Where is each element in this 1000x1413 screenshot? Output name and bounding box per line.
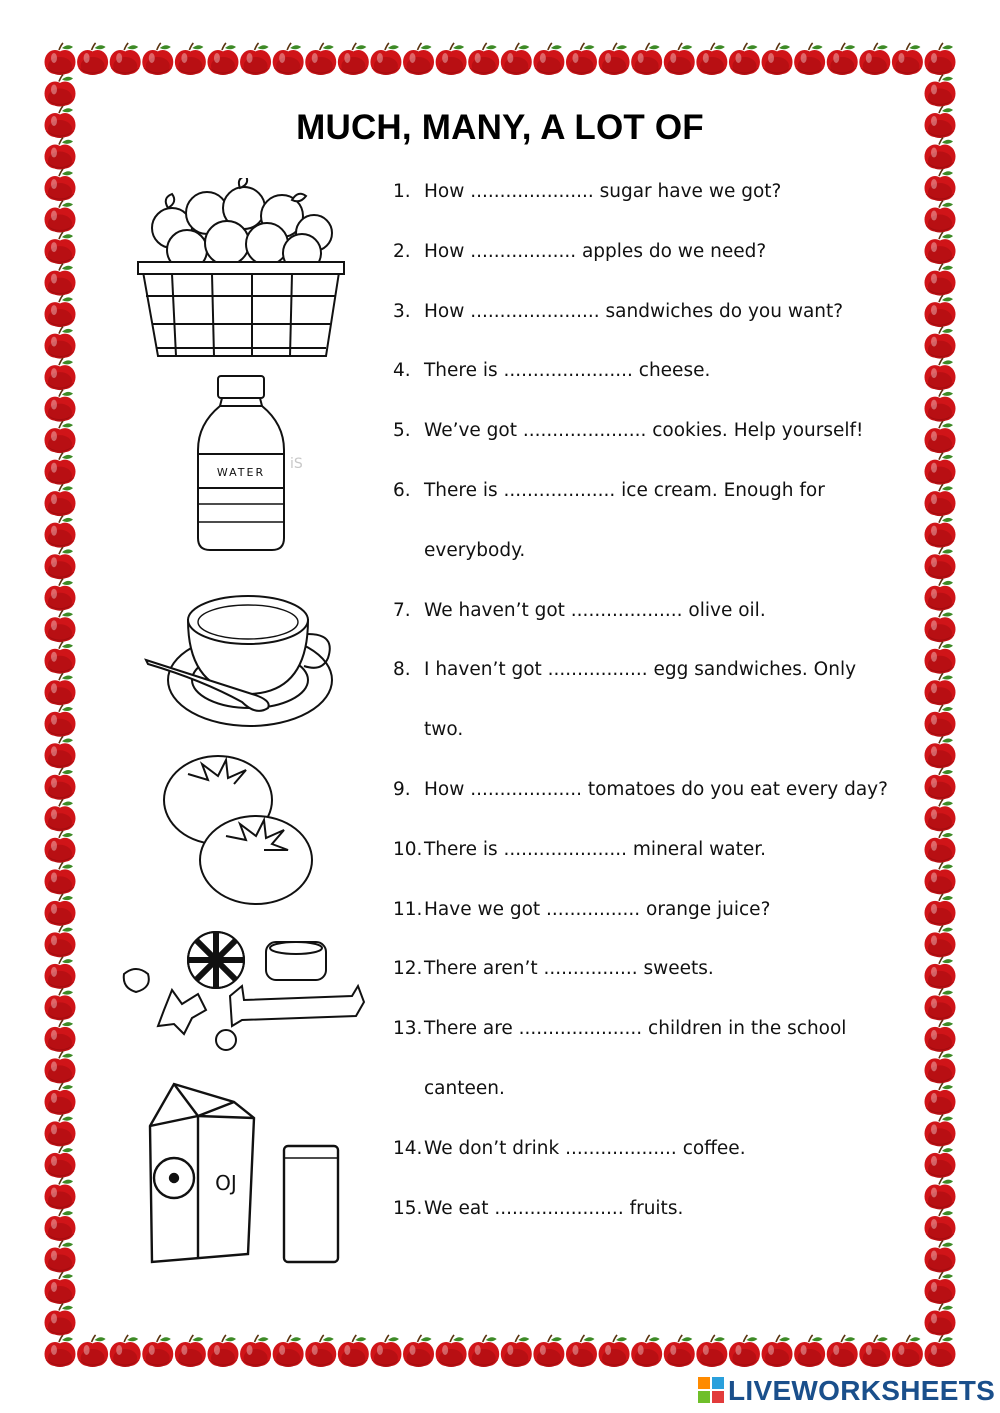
border-apple-icon (45, 957, 76, 989)
brand-name: LIVEWORKSHEETS (728, 1375, 996, 1406)
border-apple-icon (370, 1335, 401, 1367)
border-apple-icon (45, 768, 76, 800)
border-apple-icon (664, 1335, 695, 1367)
question-5 (393, 420, 863, 442)
border-apple-icon (45, 232, 76, 264)
border-apple-icon (925, 957, 956, 989)
question-2 (393, 241, 766, 263)
border-apple-icon (45, 894, 76, 926)
border-apple-icon (599, 43, 630, 75)
question-text: We haven’t got ................... olive oil. (424, 599, 766, 621)
question-text: We eat ...................... fruits. (424, 1197, 684, 1219)
question-1 (393, 181, 781, 203)
question-text: There is ................... ice cream. Enough for (424, 480, 825, 501)
question-number: 8. (393, 659, 411, 681)
question-number: 15. (393, 1197, 423, 1219)
question-number: 9. (393, 779, 411, 800)
question-number: 4. (393, 360, 411, 382)
question-14 (393, 1138, 746, 1160)
border-apple-icon (762, 1335, 793, 1367)
border-apple-icon (925, 1209, 956, 1241)
border-apple-icon (45, 43, 76, 75)
svg-text:iS: iS (290, 456, 303, 472)
border-apple-icon (794, 1335, 825, 1367)
border-apple-icon (273, 1335, 304, 1367)
border-apple-icon (925, 1177, 956, 1209)
border-apple-icon (468, 1335, 499, 1367)
question-11 (393, 899, 770, 921)
question-10 (393, 839, 766, 861)
border-apple-icon (501, 43, 532, 75)
border-apple-icon (925, 201, 956, 233)
border-apple-icon (403, 1335, 434, 1367)
question-text: How ................... tomatoes do you eat every day? (424, 779, 888, 800)
question-number: 10. (393, 838, 423, 860)
border-apple-icon (45, 1177, 76, 1209)
question-number: 11. (393, 898, 423, 920)
border-apple-icon (207, 43, 238, 75)
border-apple-icon (925, 232, 956, 264)
border-apple-icon (45, 925, 76, 957)
border-apple-icon (925, 673, 956, 705)
border-apple-icon (45, 1303, 76, 1335)
border-apple-icon (925, 736, 956, 768)
border-apple-icon (45, 453, 76, 485)
juice-carton-image (144, 1078, 344, 1268)
border-apple-icon (45, 1335, 76, 1367)
teacup-image (142, 582, 337, 732)
border-apple-icon (925, 1020, 956, 1052)
border-apple-icon (729, 1335, 760, 1367)
border-apple-icon (925, 768, 956, 800)
question-15 (393, 1198, 683, 1220)
question-7 (393, 600, 766, 622)
sweets-image (120, 930, 365, 1058)
border-apple-icon (45, 327, 76, 359)
border-apple-icon (77, 1335, 108, 1367)
border-apple-icon (925, 390, 956, 422)
border-apple-icon (45, 642, 76, 674)
border-apple-icon (273, 43, 304, 75)
border-apple-icon (925, 894, 956, 926)
question-text: How ...................... sandwiches do you want? (424, 300, 844, 322)
border-apple-icon (45, 516, 76, 548)
border-apple-icon (436, 43, 467, 75)
border-apple-icon (925, 1114, 956, 1146)
question-text: We’ve got ..................... cookies. Help yourself! (424, 420, 864, 442)
border-apple-icon (175, 1335, 206, 1367)
border-apple-icon (45, 862, 76, 894)
border-apple-icon (827, 1335, 858, 1367)
question-text: We don’t drink ................... coffee. (424, 1137, 746, 1159)
border-apple-icon (925, 43, 956, 75)
footer-logo[interactable] (698, 1374, 995, 1408)
border-apple-icon (45, 1209, 76, 1241)
border-apple-icon (338, 1335, 369, 1367)
border-apple-icon (892, 1335, 923, 1367)
tomatoes-image (160, 752, 320, 908)
border-apple-icon (45, 264, 76, 296)
border-apple-icon (45, 1051, 76, 1083)
border-apple-icon (45, 1146, 76, 1178)
border-apple-icon (925, 1303, 956, 1335)
border-apple-icon (305, 43, 336, 75)
border-apple-icon (925, 579, 956, 611)
question-9 (393, 779, 888, 801)
border-apple-icon (925, 1335, 956, 1367)
border-apple-icon (696, 43, 727, 75)
question-text: How .................. apples do we need? (424, 240, 767, 262)
border-apple-icon (696, 1335, 727, 1367)
border-apple-icon (729, 43, 760, 75)
border-apple-icon (45, 358, 76, 390)
apple-basket-image (132, 178, 350, 360)
water-bottle-image (190, 372, 305, 554)
border-apple-icon (925, 264, 956, 296)
border-apple-icon (338, 43, 369, 75)
border-apple-icon (566, 1335, 597, 1367)
border-apple-icon (925, 547, 956, 579)
border-apple-icon (925, 1240, 956, 1272)
border-apple-icon (45, 610, 76, 642)
border-apple-icon (45, 1240, 76, 1272)
question-13 (393, 1018, 846, 1040)
question-text: How ..................... sugar have we got? (424, 181, 782, 202)
border-apple-icon (45, 1083, 76, 1115)
border-apple-icon (925, 1051, 956, 1083)
border-apple-icon (45, 1114, 76, 1146)
border-apple-icon (240, 1335, 271, 1367)
border-apple-icon (45, 421, 76, 453)
border-apple-icon (436, 1335, 467, 1367)
border-apple-icon (533, 43, 564, 75)
border-apple-icon (45, 547, 76, 579)
question-number: 7. (393, 599, 411, 621)
border-apple-icon (925, 831, 956, 863)
border-apple-icon (45, 673, 76, 705)
question-number: 5. (393, 420, 411, 442)
border-apple-icon (762, 43, 793, 75)
question-number: 13. (393, 1018, 423, 1040)
question-number: 6. (393, 480, 411, 501)
border-apple-icon (925, 169, 956, 201)
border-apple-icon (925, 1146, 956, 1178)
border-apple-icon (45, 579, 76, 611)
question-8-continuation: two. (424, 719, 464, 741)
border-apple-icon (827, 43, 858, 75)
border-apple-icon (45, 988, 76, 1020)
border-apple-icon (77, 43, 108, 75)
question-number: 1. (393, 181, 411, 202)
page-title: MUCH, MANY, A LOT OF (296, 108, 704, 147)
border-apple-icon (45, 484, 76, 516)
question-number: 2. (393, 240, 411, 262)
border-apple-icon (925, 295, 956, 327)
border-apple-icon (207, 1335, 238, 1367)
border-apple-icon (631, 1335, 662, 1367)
border-apple-icon (45, 1020, 76, 1052)
border-apple-icon (305, 1335, 336, 1367)
question-13-continuation: canteen. (424, 1078, 505, 1099)
border-apple-icon (45, 736, 76, 768)
border-apple-icon (859, 43, 890, 75)
bottle-label: WATER (216, 466, 266, 479)
question-6 (393, 480, 825, 502)
border-apple-icon (45, 390, 76, 422)
border-apple-icon (925, 925, 956, 957)
border-apple-icon (45, 705, 76, 737)
border-apple-icon (45, 295, 76, 327)
border-apple-icon (468, 43, 499, 75)
question-6-continuation: everybody. (424, 539, 526, 561)
question-text: There are ..................... children in the school (424, 1018, 847, 1040)
border-apple-icon (892, 43, 923, 75)
border-apple-icon (142, 43, 173, 75)
border-apple-icon (925, 642, 956, 674)
question-number: 14. (393, 1137, 423, 1159)
border-apple-icon (859, 1335, 890, 1367)
border-apple-icon (142, 1335, 173, 1367)
question-4 (393, 360, 710, 382)
border-apple-icon (925, 610, 956, 642)
question-text: There aren’t ................ sweets. (424, 958, 714, 980)
border-apple-icon (925, 705, 956, 737)
brand-logo-icon (698, 1377, 724, 1405)
question-text: I haven’t got ................. egg sandwiches. Only (424, 659, 857, 681)
question-12 (393, 958, 714, 980)
border-apple-icon (664, 43, 695, 75)
border-apple-icon (240, 43, 271, 75)
question-number: 12. (393, 958, 423, 980)
carton-label: OJ (215, 1171, 237, 1195)
border-apple-icon (501, 1335, 532, 1367)
border-apple-icon (925, 75, 956, 107)
border-apple-icon (925, 358, 956, 390)
border-apple-icon (925, 453, 956, 485)
border-apple-icon (45, 75, 76, 107)
border-apple-icon (599, 1335, 630, 1367)
border-apple-icon (925, 484, 956, 516)
border-apple-icon (925, 421, 956, 453)
question-text: There is ...................... cheese. (424, 360, 711, 382)
border-apple-icon (925, 327, 956, 359)
question-number: 3. (393, 300, 411, 322)
border-apple-icon (925, 862, 956, 894)
question-8 (393, 659, 856, 681)
border-apple-icon (45, 1272, 76, 1304)
border-apple-icon (925, 516, 956, 548)
border-apple-icon (566, 43, 597, 75)
border-apple-icon (925, 1272, 956, 1304)
border-apple-icon (175, 43, 206, 75)
border-apple-icon (45, 169, 76, 201)
border-apple-icon (925, 988, 956, 1020)
border-apple-icon (533, 1335, 564, 1367)
border-apple-icon (45, 201, 76, 233)
border-apple-icon (45, 799, 76, 831)
border-apple-icon (110, 43, 141, 75)
border-apple-icon (110, 1335, 141, 1367)
border-apple-icon (370, 43, 401, 75)
question-text: Have we got ................ orange juice? (424, 898, 771, 920)
question-3 (393, 301, 843, 323)
border-apple-icon (403, 43, 434, 75)
border-apple-icon (631, 43, 662, 75)
border-apple-icon (925, 799, 956, 831)
border-apple-icon (45, 831, 76, 863)
question-text: There is ..................... mineral water. (424, 838, 767, 860)
border-apple-icon (794, 43, 825, 75)
border-apple-icon (925, 1083, 956, 1115)
